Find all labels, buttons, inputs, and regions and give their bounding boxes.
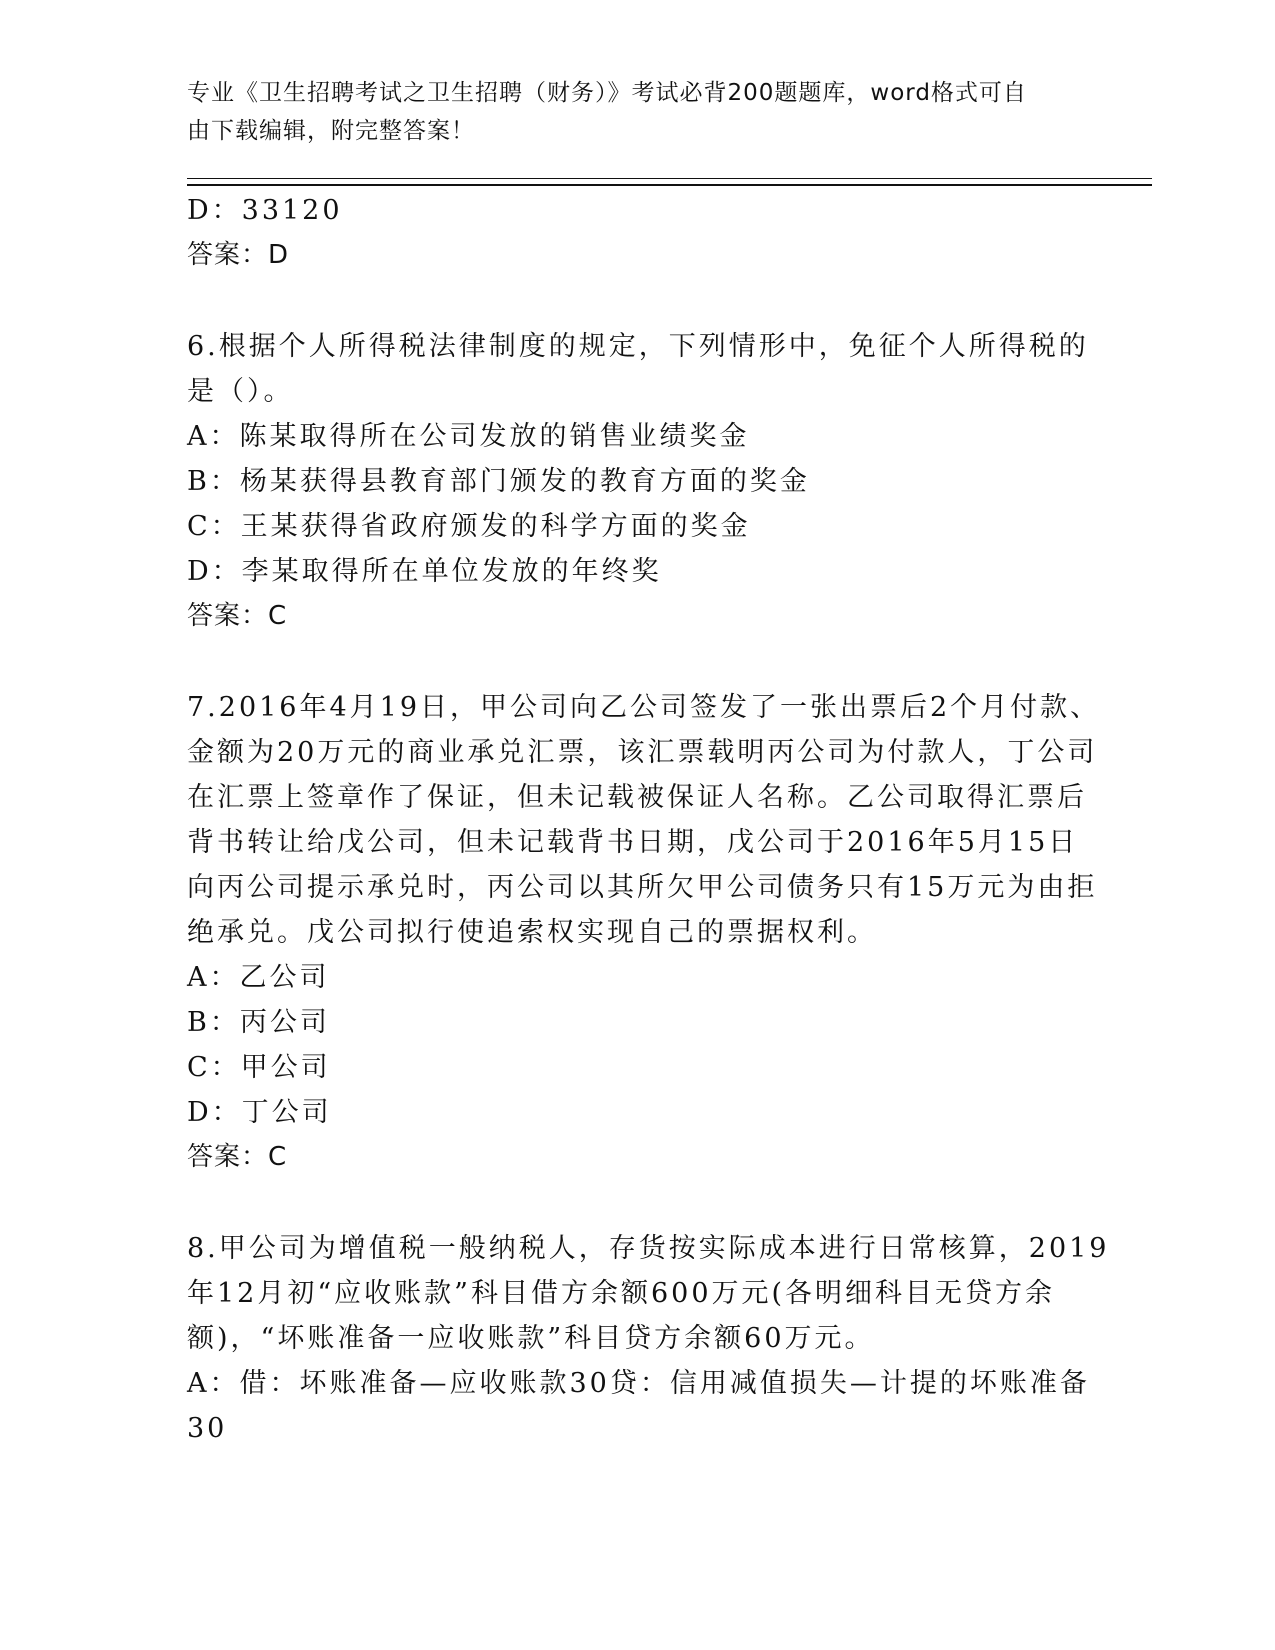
document-header xyxy=(187,74,1067,150)
q8-option-a-line-1: A：借：坏账准备—应收账款30贷：信用减值损失—计提的坏账准备 xyxy=(187,1368,1090,1399)
q7-stem-line-5: 向丙公司提示承兑时，丙公司以其所欠甲公司债务只有15万元为由拒 xyxy=(187,872,1098,903)
spacer xyxy=(187,278,1087,324)
q6-answer: 答案：C xyxy=(187,601,288,631)
question-7 xyxy=(187,685,1101,1180)
q7-stem-line-4: 背书转让给戊公司，但未记载背书日期，戊公司于2016年5月15日 xyxy=(187,827,1079,858)
q7-stem-line-2: 金额为20万元的商业承兑汇票，该汇票载明丙公司为付款人，丁公司 xyxy=(187,737,1098,768)
q7-answer: 答案：C xyxy=(187,1142,288,1172)
q6-stem-line-2: 是（）。 xyxy=(187,376,294,407)
q7-stem-line-3: 在汇票上签章作了保证，但未记载被保证人名称。乙公司取得汇票后 xyxy=(187,782,1087,813)
q8-stem-line-3: 额)，“坏账准备一应收账款”科目贷方余额60万元。 xyxy=(187,1323,875,1354)
q6-stem-line-1: 6.根据个人所得税法律制度的规定，下列情形中，免征个人所得税的 xyxy=(187,331,1089,362)
q6-option-c: C：王某获得省政府颁发的科学方面的奖金 xyxy=(187,511,751,542)
header-title-line-2: 由下载编辑，附完整答案！ xyxy=(187,118,475,144)
q7-option-a: A：乙公司 xyxy=(187,962,330,993)
header-title-line-1: 专业《卫生招聘考试之卫生招聘（财务）》考试必背200题题库，word格式可自 xyxy=(187,80,1027,106)
document-body xyxy=(187,188,1110,1451)
q5-answer: 答案：D xyxy=(187,240,290,270)
header-divider xyxy=(187,178,1152,186)
q6-option-a: A：陈某取得所在公司发放的销售业绩奖金 xyxy=(187,421,750,452)
q7-option-d: D：丁公司 xyxy=(187,1097,332,1128)
q8-option-a-line-2: 30 xyxy=(187,1413,228,1444)
q5-option-d: D：33120 xyxy=(187,195,343,226)
q8-stem-line-1: 8.甲公司为增值税一般纳税人，存货按实际成本进行日常核算，2019 xyxy=(187,1233,1110,1264)
question-6 xyxy=(187,324,1087,639)
question-8 xyxy=(187,1226,1110,1451)
q7-option-c: C：甲公司 xyxy=(187,1052,331,1083)
q7-stem-line-1: 7.2016年4月19日，甲公司向乙公司签发了一张出票后2个月付款、 xyxy=(187,692,1101,723)
q7-stem-line-6: 绝承兑。戊公司拟行使追索权实现自己的票据权利。 xyxy=(187,917,877,948)
q6-option-b: B：杨某获得县教育部门颁发的教育方面的奖金 xyxy=(187,466,810,497)
spacer xyxy=(187,1180,1087,1226)
q6-option-d: D：李某取得所在单位发放的年终奖 xyxy=(187,556,662,587)
spacer xyxy=(187,639,1087,685)
q7-option-b: B：丙公司 xyxy=(187,1007,330,1038)
q8-stem-line-2: 年12月初“应收账款”科目借方余额600万元(各明细科目无贷方余 xyxy=(187,1278,1056,1309)
